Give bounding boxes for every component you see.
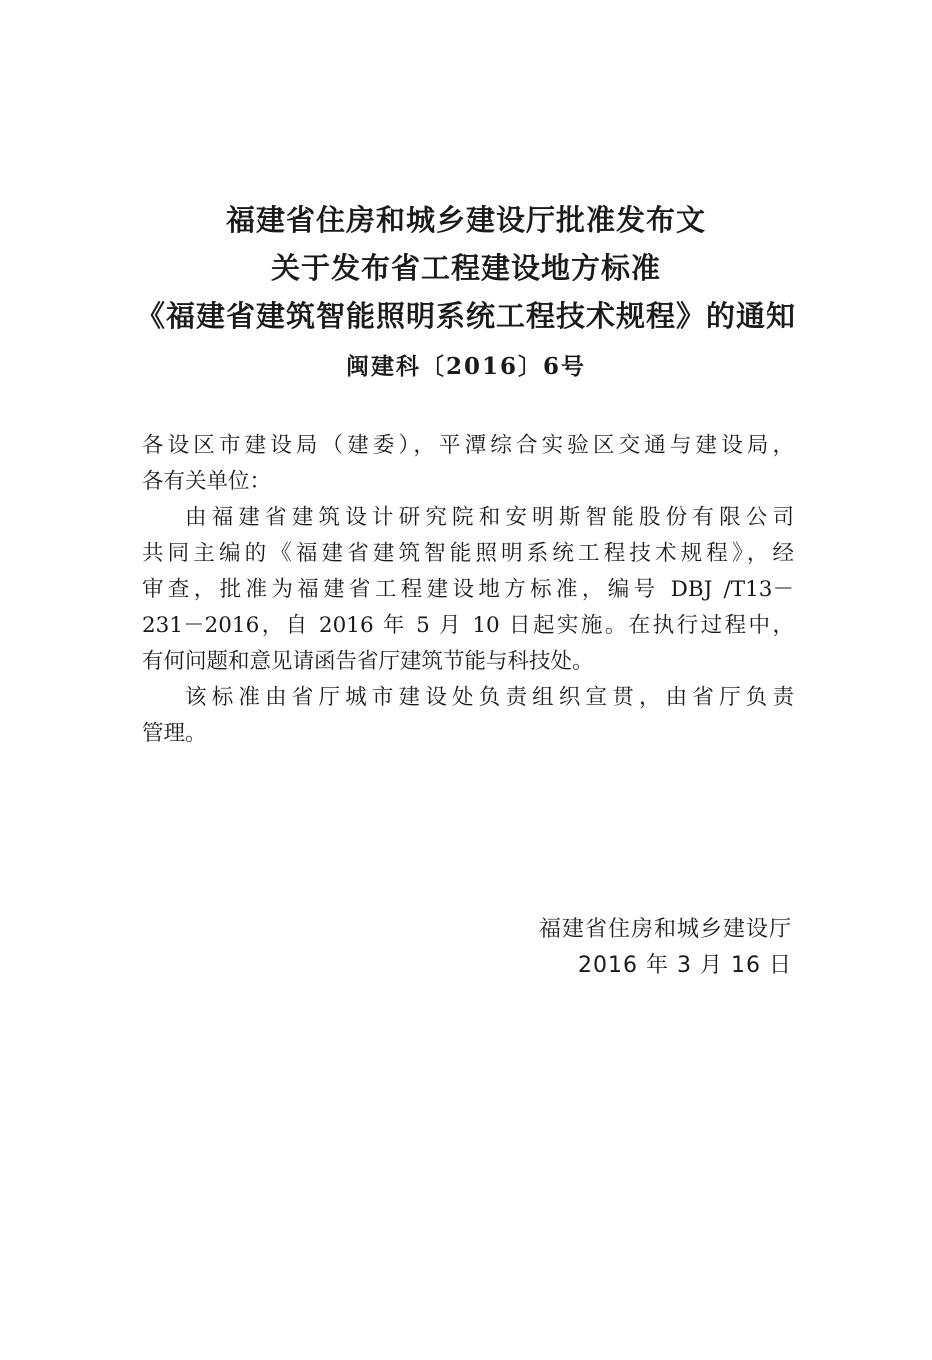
paragraph2-line-1: 该标准由省厅城市建设处负责组织宣贯，由省厅负责 bbox=[185, 685, 794, 710]
document-title bbox=[0, 196, 932, 340]
paragraph1-line-4: 231－2016，自 2016 年 5 月 10 日起实施。在执行过程中， bbox=[142, 613, 794, 638]
signature-block bbox=[400, 912, 792, 984]
paragraph1-line-5: 有何问题和意见请函告省厅建筑节能与科技处。 bbox=[142, 649, 594, 674]
title-line-2: 关于发布省工程建设地方标准 bbox=[270, 251, 661, 285]
issuer-name: 福建省住房和城乡建设厅 bbox=[538, 917, 792, 942]
addressee-line-2: 各有关单位： bbox=[142, 469, 272, 494]
document-number: 闽建科〔2016〕6号 bbox=[345, 353, 587, 380]
paragraph1-line-2: 共同主编的《福建省建筑智能照明系统工程技术规程》，经 bbox=[142, 541, 794, 566]
paragraph2-line-2: 管理。 bbox=[142, 721, 207, 746]
paragraph1-line-1: 由福建省建筑设计研究院和安明斯智能股份有限公司 bbox=[185, 505, 794, 530]
addressee-line-1: 各设区市建设局（建委），平潭综合实验区交通与建设局， bbox=[142, 433, 794, 458]
paragraph1-line-3: 审查，批准为福建省工程建设地方标准，编号 DBJ /T13－ bbox=[142, 577, 794, 602]
issue-date: 2016 年 3 月 16 日 bbox=[578, 953, 792, 978]
title-line-1: 福建省住房和城乡建设厅批准发布文 bbox=[225, 203, 706, 237]
title-line-3: 《福建省建筑智能照明系统工程技术规程》的通知 bbox=[135, 299, 796, 333]
notice-body bbox=[142, 428, 794, 752]
